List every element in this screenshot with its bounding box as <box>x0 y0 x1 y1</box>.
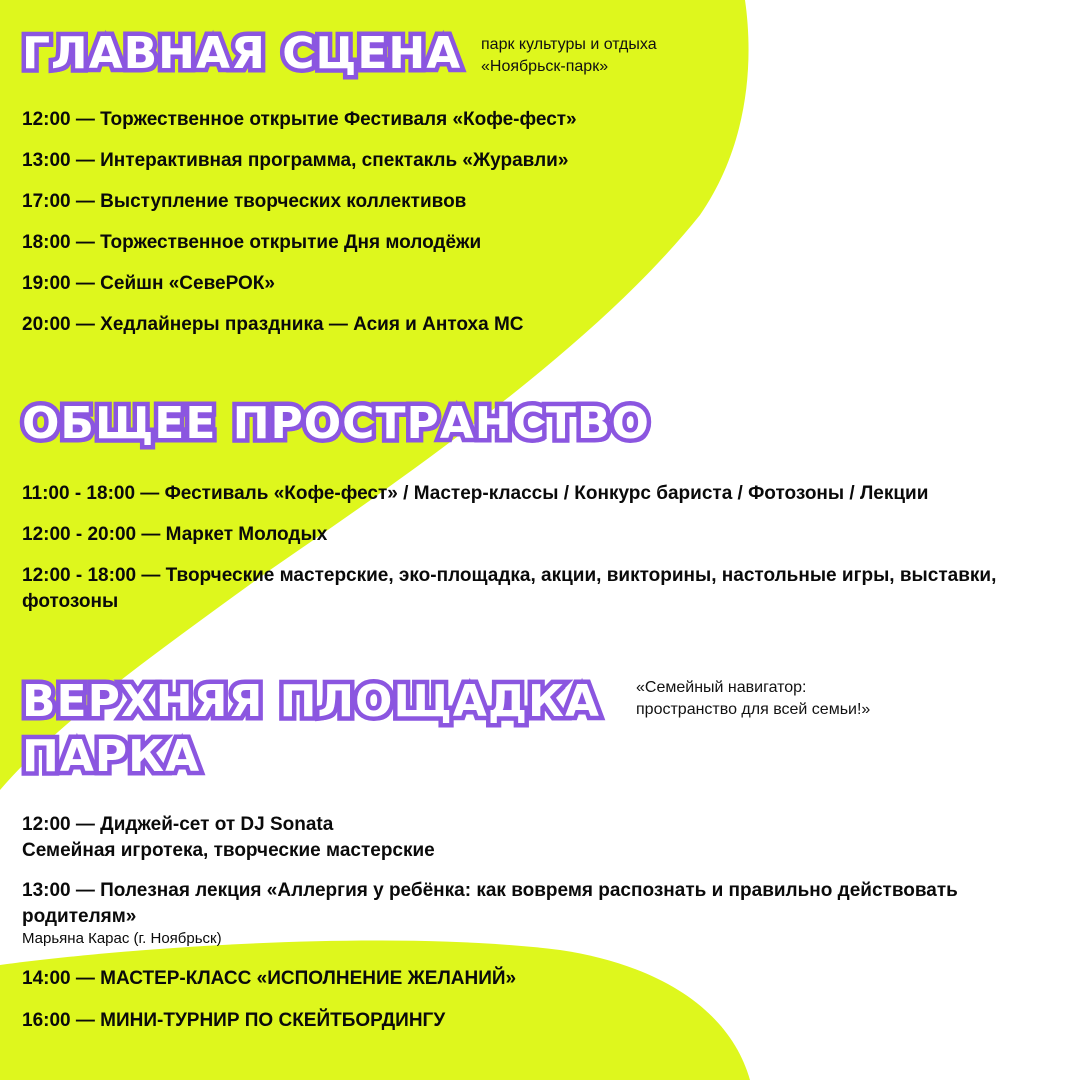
venue-line-2: «Ноябрьск-парк» <box>481 58 609 75</box>
schedule-item: 16:00 — МИНИ-ТУРНИР ПО СКЕЙТБОРДИНГУ <box>22 1010 446 1031</box>
schedule-item: 12:00 - 20:00 — Маркет Молодых <box>22 524 328 545</box>
schedule-item: 12:00 - 18:00 — Творческие мастерские, эко-площадка, акции, викторины, настольные игры, выставки, фотозоны <box>22 565 997 612</box>
schedule-item: 12:00 — Торжественное открытие Фестиваля «Кофе-фест» <box>22 109 577 130</box>
note-line-1: «Семейный навигатор: <box>636 679 807 696</box>
schedule-item: 19:00 — Сейшн «СевеРОК» <box>22 273 275 294</box>
speaker-note: Марьяна Карас (г. Ноябрьск) <box>22 930 222 947</box>
note-line-2: пространство для всей семьи!» <box>636 701 871 718</box>
upper-park-title-line-1: ВЕРХНЯЯ ПЛОЩАДКА <box>22 676 601 727</box>
common-space-title: ОБЩЕЕ ПРОСТРАНСТВО <box>22 398 650 449</box>
schedule-item-text: 13:00 — Полезная лекция «Аллергия у ребёнка: как вовремя распознать и правильно действовать родителям» <box>22 880 958 927</box>
upper-park-title-line-2: ПАРКА <box>22 731 201 782</box>
main-stage-venue <box>481 34 657 78</box>
upper-park-note <box>636 677 870 721</box>
main-stage-title: ГЛАВНАЯ СЦЕНА <box>22 28 462 79</box>
schedule-item-subtext: Семейная игротека, творческие мастерские <box>22 840 435 861</box>
schedule-item <box>22 878 1052 948</box>
schedule-item: 17:00 — Выступление творческих коллективов <box>22 191 467 212</box>
schedule-item: 14:00 — МАСТЕР-КЛАСС «ИСПОЛНЕНИЕ ЖЕЛАНИЙ» <box>22 968 517 989</box>
schedule-item <box>22 812 1062 864</box>
schedule-item-text: 12:00 — Диджей-сет от DJ Sonata <box>22 814 334 835</box>
schedule-item: 13:00 — Интерактивная программа, спектакль «Журавли» <box>22 150 569 171</box>
schedule-item: 20:00 — Хедлайнеры праздника — Асия и Антоха МС <box>22 314 524 335</box>
venue-line-1: парк культуры и отдыха <box>481 36 657 53</box>
schedule-item: 18:00 — Торжественное открытие Дня молодёжи <box>22 232 482 253</box>
schedule-item: 11:00 - 18:00 — Фестиваль «Кофе-фест» / Мастер-классы / Конкурс бариста / Фотозоны / Лекции <box>22 483 929 504</box>
